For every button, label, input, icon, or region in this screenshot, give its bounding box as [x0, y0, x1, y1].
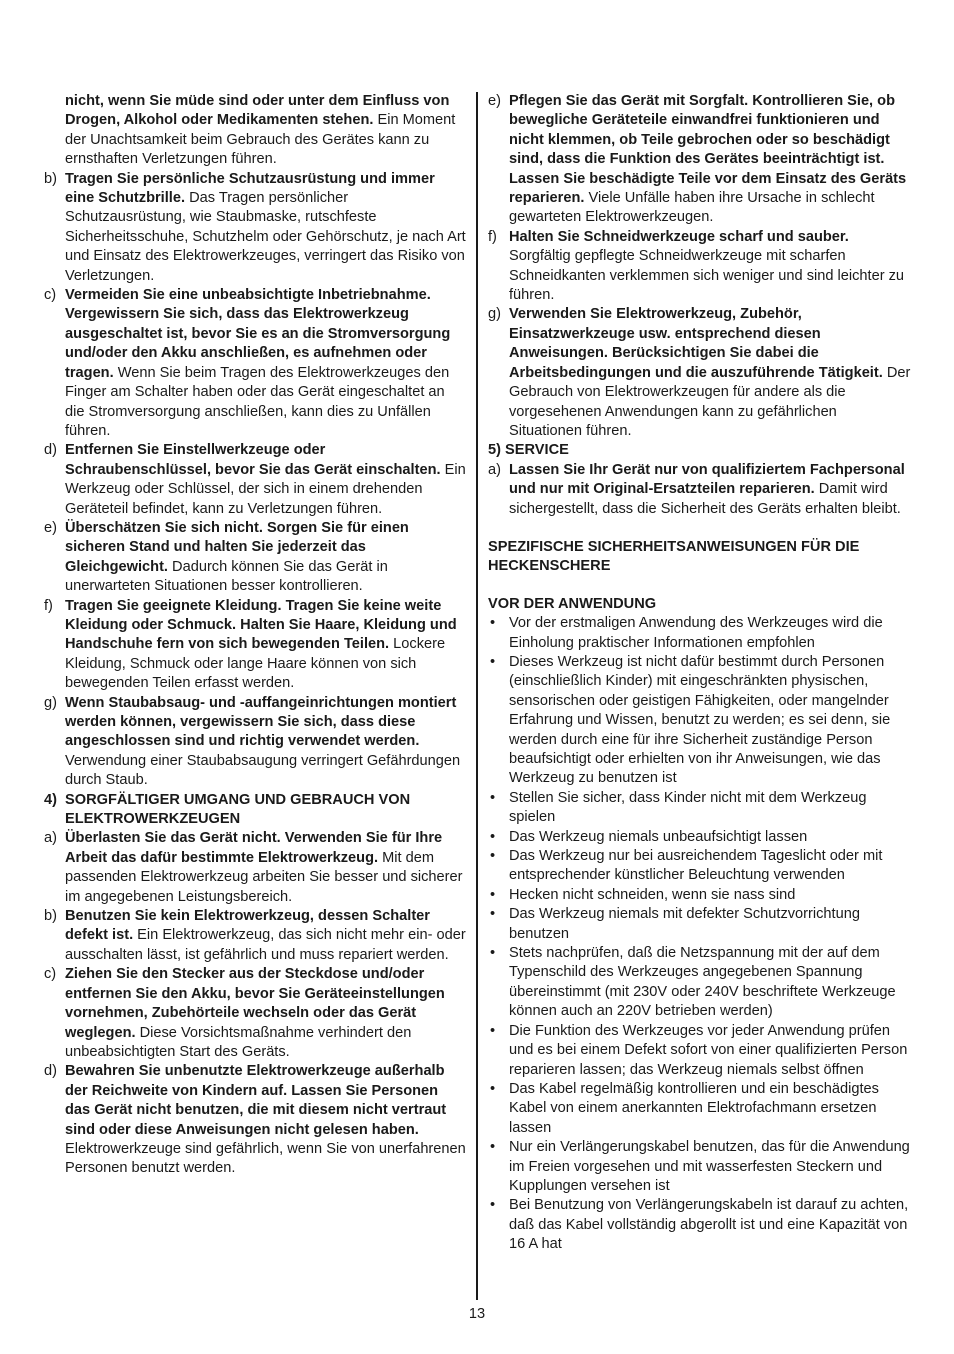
- list-item: • Das Kabel regelmäßig kontrollieren und ein beschädigtes Kabel von einem anerkannten Elektrofachmann ersetzen lassen: [490, 1080, 879, 1136]
- left-column: [44, 92, 466, 1179]
- paragraph-continued: nicht, wenn Sie müde sind oder unter dem Einfluss von Drogen, Alkohol oder Medikamenten stehen. Ein Moment der Unachtsamkeit beim Gebrauch des Gerätes kann zu ernsthaften Verletzungen führen.: [65, 93, 456, 168]
- bullet-icon: •: [490, 1139, 496, 1156]
- section-heading-specific: SPEZIFISCHE SICHERHEITSANWEISUNGEN FÜR DIE HECKENSCHERE: [488, 538, 860, 575]
- list-item: a) Überlasten Sie das Gerät nicht. Verwenden Sie für Ihre Arbeit das dafür bestimmte Elektrowerkzeug. Mit dem passenden Elektrowerkzeug arbeiten Sie besser und sicherer im angegebenen Leistungsbereich.: [44, 830, 463, 905]
- right-column: [488, 92, 912, 1255]
- bullet-icon: •: [490, 906, 496, 923]
- list-item: • Die Funktion des Werkzeuges vor jeder Anwendung prüfen und es bei einem Defekt sofort von einer qualifizierten Person reparieren lassen; das Werkzeug niemals selbst öffnen: [490, 1022, 908, 1078]
- bullet-icon: •: [490, 886, 496, 903]
- list-item: d) Bewahren Sie unbenutzte Elektrowerkzeuge außerhalb der Reichweite von Kindern auf. Lassen Sie Personen das Gerät nicht benutzen, die mit diesem nicht vertraut sind oder diese Anweisungen nicht gelesen haben. Elektrowerkzeuge sind gefährlich, wenn Sie von unerfahrenen Personen benutzt werden.: [44, 1063, 466, 1177]
- bullet-icon: •: [490, 789, 496, 806]
- list-item: • Hecken nicht schneiden, wenn sie nass sind: [488, 886, 912, 905]
- bullet-icon: •: [490, 848, 496, 865]
- list-item: • Stets nachprüfen, daß die Netzspannung mit der auf dem Typenschild des Werkzeuges angegebenen Spannung übereinstimmt (mit 230V oder 240V beschriftete Werkzeuge können auch an 220V betrieben werden): [490, 945, 896, 1020]
- section-heading-before-use: VOR DER ANWENDUNG: [488, 595, 657, 612]
- list-item: g) Verwenden Sie Elektrowerkzeug, Zubehör, Einsatzwerkzeuge usw. entsprechend diesen Anweisungen. Berücksichtigen Sie dabei die Arbeitsbedingungen und die auszuführende Tätigkeit. Der Gebrauch von Elektrowerkzeugen für andere als die vorgesehenen Anwendungen kann zu gefährlichen Situationen führen.: [488, 306, 911, 439]
- list-item: b) Tragen Sie persönliche Schutzausrüstung und immer eine Schutzbrille. Das Tragen persönlicher Schutzausrüstung, wie Staubmaske, rutschfeste Sicherheitsschuhe, Schutzhelm oder Gehörschutz, je nach Art und Einsatz des Elektrowerkzeuges, verringert das Risiko von Verletzungen.: [44, 170, 466, 284]
- section-heading-5: 5) SERVICE: [488, 442, 569, 459]
- list-items-b-to-g: [44, 170, 466, 791]
- bullet-icon: •: [490, 653, 496, 670]
- list-items-e-to-g: [488, 92, 912, 441]
- list-item: • Stellen Sie sicher, dass Kinder nicht mit dem Werkzeug spielen: [490, 789, 867, 826]
- list-item: e) Überschätzen Sie sich nicht. Sorgen Sie für einen sicheren Stand und halten Sie jederzeit das Gleichgewicht. Dadurch können Sie das Gerät in unerwarteten Situationen besser kontrollieren.: [44, 519, 409, 595]
- bullet-list: [488, 614, 912, 1254]
- list-item: b) Benutzen Sie kein Elektrowerkzeug, dessen Schalter defekt ist. Ein Elektrowerkzeug, das sich nicht mehr ein- oder ausschalten lässt, ist gefährlich und muss repariert werden.: [44, 908, 466, 963]
- page-number: 13: [468, 1306, 486, 1322]
- list-item: • Dieses Werkzeug ist nicht dafür bestimmt durch Personen (einschließlich Kinder) mit eingeschränkten physischen, sensorischen oder geistigen Fähigkeiten, oder mangelnder Erfahrung und Wissen, benutzt zu werden; es sei denn, sie werden durch eine für ihre Sicherheit zuständige Person beaufsichtigt oder erhielten von ihr Anweisungen, wie das Werkzeug zu benutzen ist: [490, 653, 891, 787]
- bullet-icon: •: [490, 1080, 496, 1097]
- section-heading-4: 4) SORGFÄLTIGER UMGANG UND GEBRAUCH VON ELEKTROWERKZEUGEN: [44, 791, 411, 828]
- list-item: c) Vermeiden Sie eine unbeabsichtigte Inbetriebnahme. Vergewissern Sie sich, dass das Elektrowerkzeug ausgeschaltet ist, bevor Sie es an die Stromversorgung und/oder den Akku anschließen, es aufnehmen oder tragen. Wenn Sie beim Tragen des Elektrowerkzeuges den Finger am Schalter haben oder das Gerät eingeschaltet an die Stromversorgung anschließen, kann dies zu Unfällen führen.: [44, 287, 451, 439]
- list-item: • Das Werkzeug niemals mit defekter Schutzvorrichtung benutzen: [490, 906, 860, 942]
- bullet-icon: •: [490, 828, 496, 845]
- list-item: e) Pflegen Sie das Gerät mit Sorgfalt. Kontrollieren Sie, ob bewegliche Geräteteile einwandfrei funktionieren und nicht klemmen, ob Teile gebrochen oder so beschädigt sind, dass die Funktion des Gerätes beeinträchtigt ist. Lassen Sie beschädigte Teile vor dem Einsatz des Geräts reparieren. Viele Unfälle haben ihre Ursache in schlecht gewarteten Elektrowerkzeugen.: [488, 93, 907, 226]
- list-item: a) Lassen Sie Ihr Gerät nur von qualifiziertem Fachpersonal und nur mit Original-Ersatzteilen reparieren. Damit wird sichergestellt, dass die Sicherheit des Geräts erhalten bleibt.: [488, 461, 905, 517]
- list-item: • Vor der erstmaligen Anwendung des Werkzeuges wird die Einholung praktischer Informationen empfohlen: [490, 615, 883, 651]
- list-item: • Bei Benutzung von Verlängerungskabeln ist darauf zu achten, daß das Kabel vollständig abgerollt ist und eine Kapazität von 16 A hat: [490, 1197, 909, 1253]
- list-item: d) Entfernen Sie Einstellwerkzeuge oder Schraubenschlüssel, bevor Sie das Gerät einschalten. Ein Werkzeug oder Schlüssel, der sich in einem drehenden Geräteteil befindet, kann zu Verletzungen führen.: [44, 442, 466, 517]
- list-item: g) Wenn Staubabsaug- und -auffangeinrichtungen montiert werden können, vergewissern Sie sich, dass diese angeschlossen sind und richtig verwendet werden. Verwendung einer Staubabsaugung verringert Gefährdungen durch Staub.: [44, 694, 461, 789]
- list-item: • Nur ein Verlängerungskabel benutzen, das für die Anwendung im Freien vorgesehen und mit wasserfesten Steckern und Kupplungen versehen ist: [490, 1139, 910, 1194]
- list-items-a-to-d: [44, 829, 466, 1178]
- list-item: c) Ziehen Sie den Stecker aus der Steckdose und/oder entfernen Sie den Akku, bevor Sie Geräteeinstellungen vornehmen, Zubehörteile wechseln oder das Gerät weglegen. Diese Vorsichtsmaßnahme verhindert den unbeabsichtigten Start des Geräts.: [44, 966, 445, 1060]
- list-item: f) Tragen Sie geeignete Kleidung. Tragen Sie keine weite Kleidung oder Schmuck. Halten Sie Haare, Kleidung und Handschuhe fern von sich bewegenden Teilen. Lockere Kleidung, Schmuck oder lange Haare können von sich bewegenden Teilen erfasst werden.: [44, 597, 457, 692]
- bullet-icon: •: [490, 1197, 496, 1214]
- list-item: f) Halten Sie Schneidwerkzeuge scharf und sauber. Sorgfältig gepflegte Schneidwerkzeuge mit scharfen Schneidkanten verklemmen sich weniger und sind leichter zu führen.: [488, 228, 905, 304]
- bullet-icon: •: [490, 1022, 496, 1039]
- bullet-icon: •: [490, 615, 496, 632]
- column-divider: [476, 92, 478, 1300]
- list-item: • Das Werkzeug niemals unbeaufsichtigt lassen: [488, 828, 912, 847]
- list-item: • Das Werkzeug nur bei ausreichendem Tageslicht oder mit entsprechender künstlicher Beleuchtung verwenden: [490, 848, 883, 884]
- bullet-icon: •: [490, 945, 496, 962]
